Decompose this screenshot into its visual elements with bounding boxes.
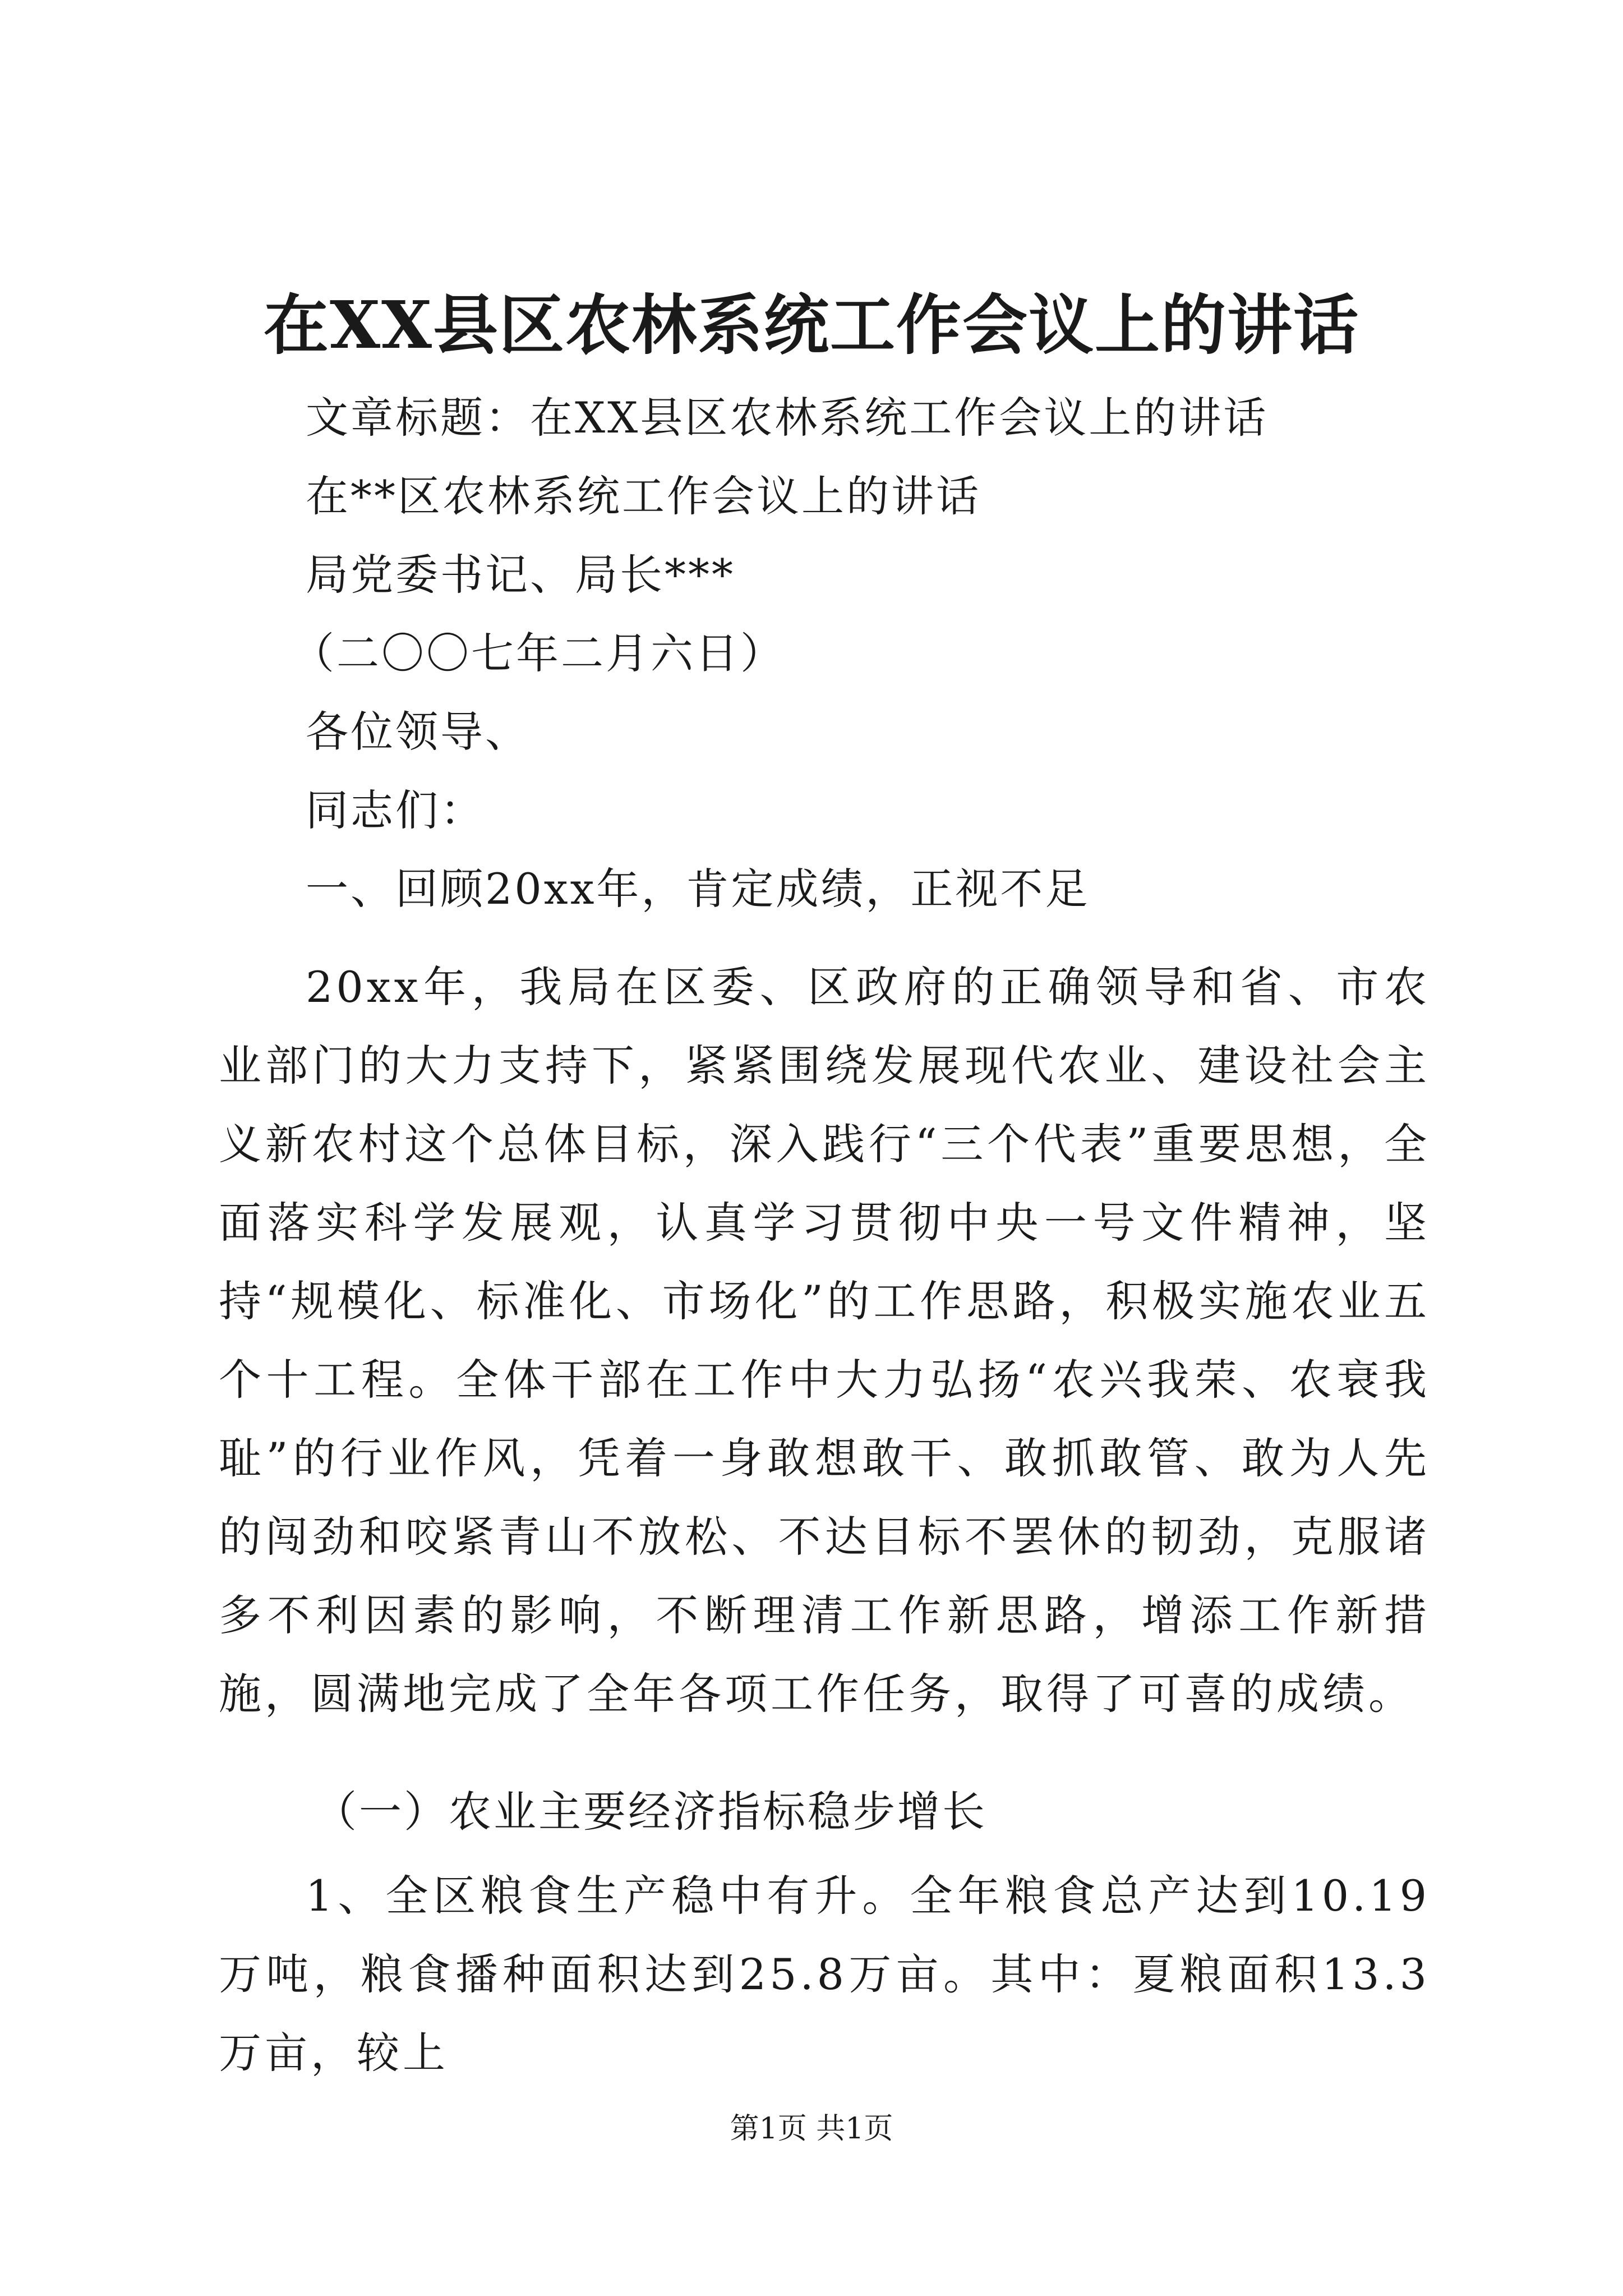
body-paragraph-2: 1、全区粮食生产稳中有升。全年粮食总产达到10.19万吨，粮食播种面积达到25.8万亩。其中：夏粮面积13.3万亩，较上	[219, 1871, 1430, 2078]
page-footer: 第1页 共1页	[730, 2112, 893, 2146]
speaker-line: 局党委书记、局长***	[306, 550, 735, 600]
speech-title-line: 在**区农林系统工作会议上的讲话	[306, 471, 981, 521]
section-heading: 一、回顾20xx年，肯定成绩，正视不足	[306, 864, 1090, 914]
body-paragraph-1: 20xx年，我局在区委、区政府的正确领导和省、市农业部门的大力支持下，紧紧围绕发展现代农业、建设社会主义新农村这个总体目标，深入践行“三个代表”重要思想，全面落实科学发展观，认真学习贯彻中央一号文件精神，坚持“规模化、标准化、市场化”的工作思路，积极实施农业五个十工程。全体干部在工作中大力弘扬“农兴我荣、农衰我耻”的行业作风，凭着一身敢想敢干、敢抓敢管、敢为人先的闯劲和咬紧青山不放松、不达目标不罢休的韧劲，克服诸多不利因素的影响，不断理清工作新思路，增添工作新措施，圆满地完成了全年各项工作任务，取得了可喜的成绩。	[219, 962, 1430, 1719]
subheading: （一）农业主要经济指标稳步增长	[314, 1787, 987, 1837]
date-line: （二〇〇七年二月六日）	[292, 628, 785, 678]
salutation-line-2: 同志们：	[306, 785, 485, 835]
article-title-line: 文章标题：在XX县区农林系统工作会议上的讲话	[306, 393, 1269, 443]
salutation-line-1: 各位领导、	[306, 707, 530, 757]
document-title: 在XX县区农林系统工作会议上的讲话	[263, 287, 1359, 364]
